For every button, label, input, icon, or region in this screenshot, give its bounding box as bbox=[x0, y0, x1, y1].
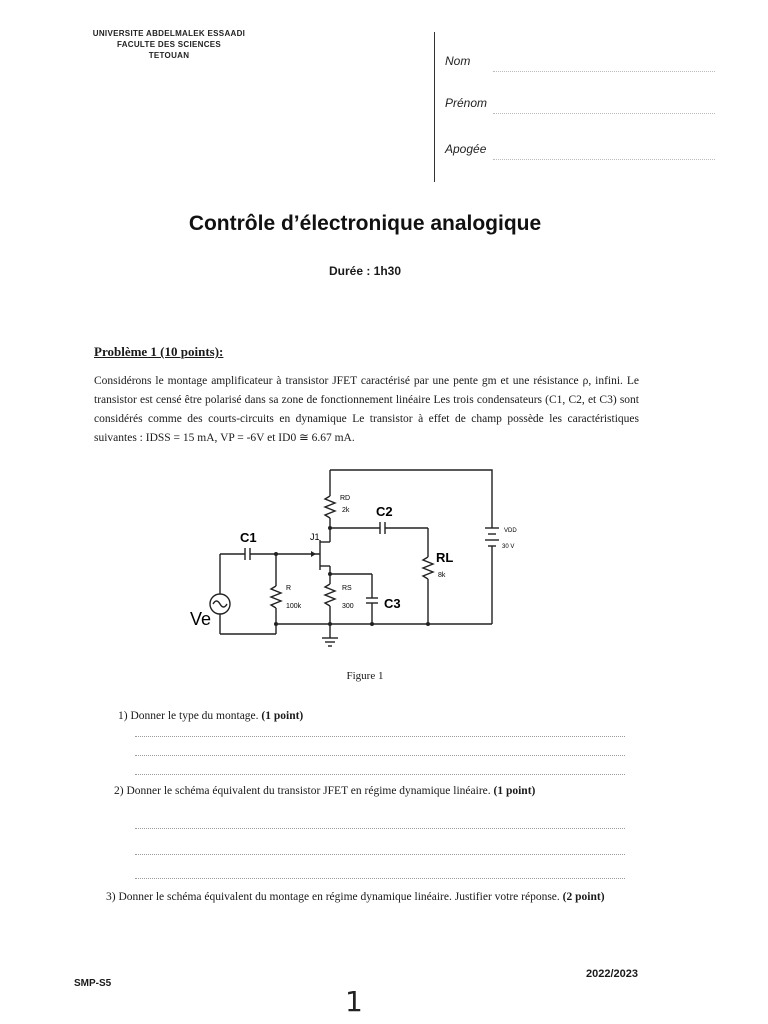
city-name: TETOUAN bbox=[148, 51, 190, 60]
apogee-label: Apogée bbox=[445, 142, 487, 156]
nom-field[interactable] bbox=[445, 54, 715, 74]
answer-line[interactable] bbox=[135, 854, 625, 855]
answer-line[interactable] bbox=[135, 755, 625, 756]
label-rl: RL bbox=[436, 550, 454, 565]
page-number: 1 bbox=[345, 985, 363, 1018]
label-rd: RD bbox=[340, 495, 351, 502]
question-3-points: (2 point) bbox=[562, 891, 605, 903]
label-rs-value: 300 bbox=[342, 603, 354, 610]
question-2 bbox=[114, 782, 674, 800]
label-j1: J1 bbox=[310, 532, 320, 542]
label-r-value: 100k bbox=[286, 603, 302, 610]
exam-title: Contrôle d’électronique analogique bbox=[188, 212, 542, 235]
university-header bbox=[74, 28, 264, 61]
label-ve: Ve bbox=[190, 609, 212, 629]
label-c2: C2 bbox=[376, 504, 393, 519]
question-1-text: Donner le type du montage. bbox=[130, 710, 259, 722]
label-vdd-value: 30 V bbox=[502, 544, 515, 550]
problem-paragraph: Considérons le montage amplificateur à transistor JFET caractérisé par une pente gm et une résistance ρ, infini. Le transistor est censé être polarisé dans sa zone de fonctionnement linéaire Les trois condensateurs (C1, C2, et C3) sont considérés comme des courts-circuits en dynamique Le transistor à effet de champ possède les caractéristiques suivantes : IDSS = 15 mA, VP = -6V et ID0 ≅ 6.67 mA. bbox=[94, 375, 639, 444]
circuit-figure bbox=[190, 462, 517, 662]
exam-duration: Durée : 1h30 bbox=[328, 264, 402, 278]
answer-line[interactable] bbox=[135, 828, 625, 829]
prenom-field[interactable] bbox=[445, 96, 715, 116]
figure-caption: Figure 1 bbox=[346, 670, 384, 682]
academic-year: 2022/2023 bbox=[586, 968, 638, 980]
label-r: R bbox=[286, 585, 292, 592]
question-2-text: Donner le schéma équivalent du transistor JFET en régime dynamique linéaire. bbox=[126, 785, 491, 797]
faculty-name: FACULTE DES SCIENCES bbox=[116, 40, 222, 49]
course-code: SMP-S5 bbox=[74, 978, 112, 989]
problem-heading: Problème 1 (10 points): bbox=[94, 344, 224, 359]
question-1-number: 1) bbox=[118, 710, 128, 722]
label-vdd: VDD bbox=[504, 528, 517, 534]
question-2-points: (1 point) bbox=[493, 785, 536, 797]
label-c3: C3 bbox=[384, 596, 401, 611]
answer-line[interactable] bbox=[135, 736, 625, 737]
answer-line[interactable] bbox=[135, 878, 625, 879]
nom-label: Nom bbox=[445, 54, 471, 68]
question-3-text: Donner le schéma équivalent du montage en régime dynamique linéaire. Justifier votre réponse. bbox=[118, 891, 560, 903]
label-rl-value: 8k bbox=[438, 572, 446, 579]
label-c1: C1 bbox=[240, 530, 257, 545]
question-2-number: 2) bbox=[114, 785, 124, 797]
answer-line[interactable] bbox=[135, 774, 625, 775]
university-name: UNIVERSITE ABDELMALEK ESSAADI bbox=[92, 29, 246, 38]
apogee-field[interactable] bbox=[445, 142, 715, 162]
label-rs: RS bbox=[342, 585, 352, 592]
prenom-label: Prénom bbox=[445, 96, 488, 110]
question-3-number: 3) bbox=[106, 891, 116, 903]
question-3 bbox=[106, 888, 666, 906]
question-1 bbox=[118, 707, 658, 725]
label-rd-value: 2k bbox=[342, 507, 350, 514]
question-1-points: (1 point) bbox=[261, 710, 304, 722]
student-id-box bbox=[434, 32, 725, 182]
